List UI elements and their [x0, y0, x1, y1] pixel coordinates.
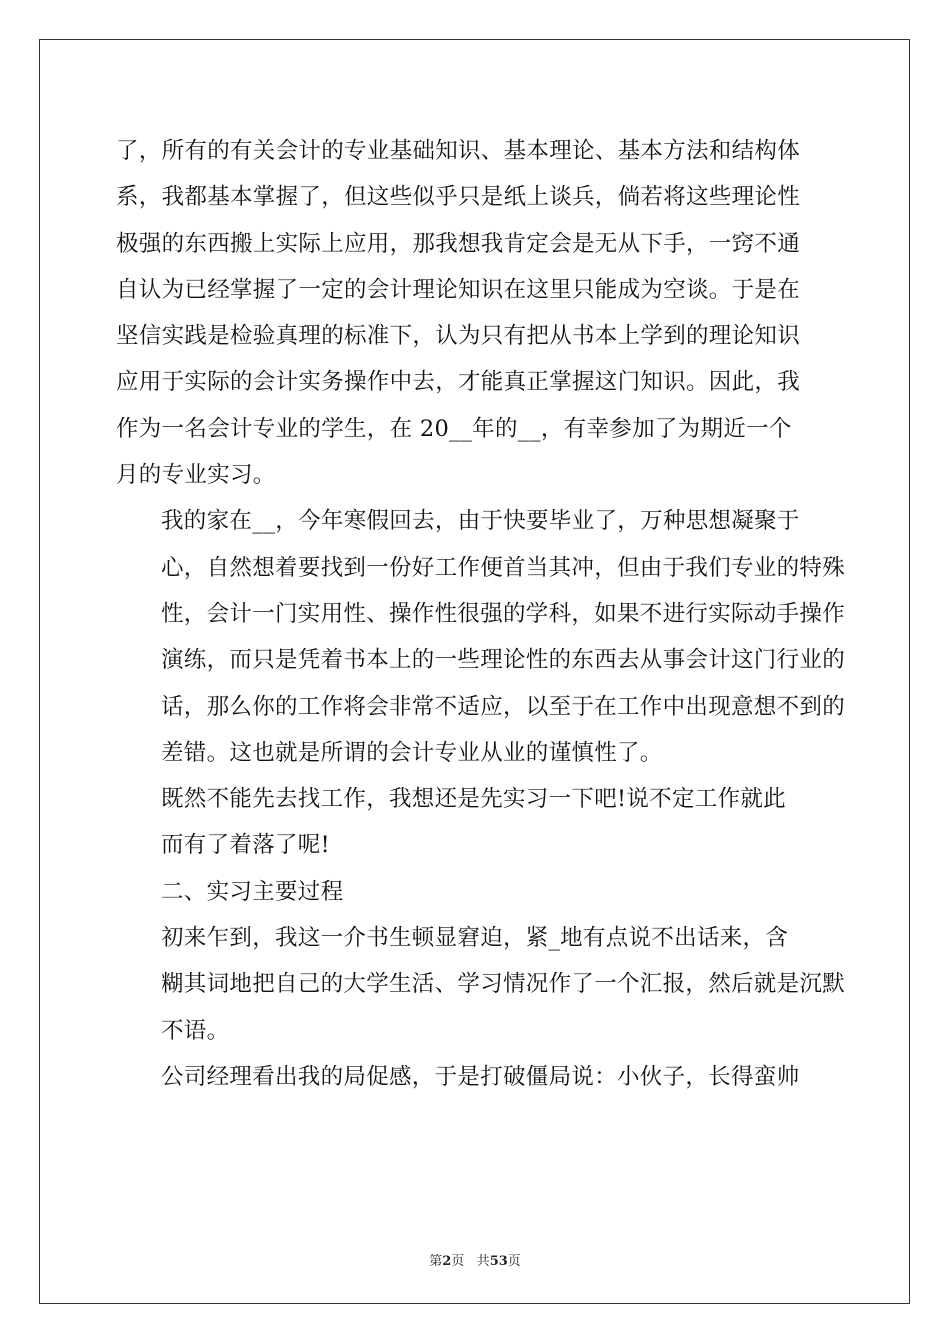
text-line: 应用于实际的会计实务操作中去，才能真正掌握这门知识。因此，我 — [116, 369, 801, 396]
paragraph — [116, 498, 846, 776]
text-line: 坚信实践是检验真理的标准下，认为只有把从书本上学到的理论知识 — [116, 323, 801, 350]
footer-page-number: 2 — [442, 1254, 452, 1269]
text-line: 极强的东西搬上实际上应用，那我想我肯定会是无从下手，一窍不通 — [116, 230, 801, 257]
text-line: 性，会计一门实用性、操作性很强的学科，如果不进行实际动手操作 — [161, 600, 846, 627]
footer-total-suffix: 页 — [507, 1254, 521, 1269]
text-line: 心，自然想着要找到一份好工作便首当其冲，但由于我们专业的特殊 — [161, 554, 846, 581]
text-line: 初来乍到，我这一介书生顿显窘迫，紧_地有点说不出话来，含 — [161, 925, 789, 952]
footer-page-prefix: 第 — [429, 1254, 443, 1269]
text-line: 自认为已经掌握了一定的会计理论知识在这里只能成为空谈。于是在 — [116, 276, 801, 303]
footer-total-pages: 53 — [489, 1254, 508, 1269]
paragraph — [116, 869, 836, 915]
document-body — [116, 128, 846, 1100]
text-line: 系，我都基本掌握了，但这些似乎只是纸上谈兵，倘若将这些理论性 — [116, 184, 801, 211]
text-line: 糊其词地把自己的大学生活、学习情况作了一个汇报，然后就是沉默 — [161, 971, 846, 998]
text-line: 差错。这也就是所谓的会计专业从业的谨慎性了。 — [161, 739, 663, 766]
footer-page-suffix: 页 — [451, 1254, 465, 1269]
text-line: 既然不能先去找工作，我想还是先实习一下吧!说不定工作就此 — [161, 786, 786, 813]
text-line: 不语。 — [161, 1017, 230, 1044]
text-line: 公司经理看出我的局促感，于是打破僵局说：小伙子，长得蛮帅 — [161, 1063, 800, 1090]
text-line: 月的专业实习。 — [116, 462, 276, 489]
paragraph — [116, 776, 836, 869]
text-line: 而有了着落了呢! — [161, 832, 330, 859]
page-footer — [0, 1250, 950, 1269]
text-line: 话，那么你的工作将会非常不适应，以至于在工作中出现意想不到的 — [161, 693, 846, 720]
paragraph — [116, 915, 846, 1054]
text-line: 演练，而只是凭着书本上的一些理论性的东西去从事会计这门行业的 — [161, 647, 846, 674]
text-line: 我的家在__，今年寒假回去，由于快要毕业了，万种思想凝聚于 — [161, 508, 800, 535]
text-line: 作为一名会计专业的学生，在 20__年的__，有幸参加了为期近一个 — [116, 415, 792, 442]
paragraph — [116, 128, 836, 498]
paragraph — [116, 1054, 836, 1100]
footer-total-prefix: 共 — [476, 1254, 490, 1269]
text-line: 了，所有的有关会计的专业基础知识、基本理论、基本方法和结构体 — [116, 138, 801, 164]
text-line: 二、实习主要过程 — [161, 878, 344, 905]
